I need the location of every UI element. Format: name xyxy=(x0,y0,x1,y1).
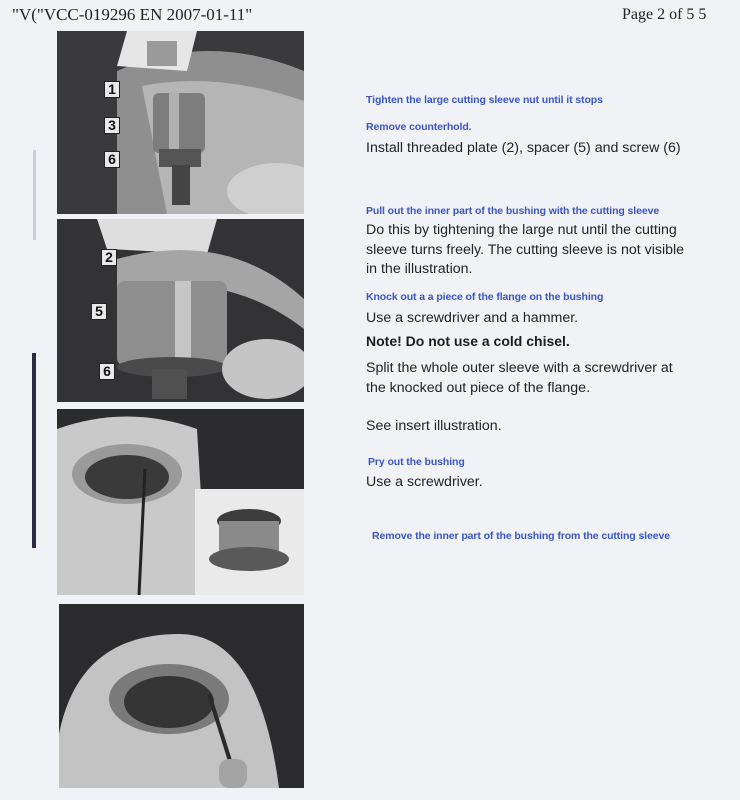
step-heading: Pry out the bushing xyxy=(368,456,465,468)
callout-6: 6 xyxy=(104,151,120,168)
step-body: Use a screwdriver. xyxy=(366,474,483,490)
bushing-tool-photo-icon xyxy=(57,31,304,214)
pry-out-bushing-photo-icon xyxy=(59,604,304,788)
page-number: Page 2 of 5 5 xyxy=(622,6,707,23)
page-header-doc-id: "V("VCC-019296 EN 2007-01-11" xyxy=(12,5,253,24)
callout-2: 2 xyxy=(101,249,117,266)
figure-4-photo xyxy=(59,604,304,788)
step-heading: Remove counterhold. xyxy=(366,121,472,133)
scan-mark xyxy=(33,150,36,240)
step-heading: Tighten the large cutting sleeve nut until it stops xyxy=(366,94,603,106)
step-body: Split the whole outer sleeve with a screwdriver at the knocked out piece of the flange. xyxy=(366,360,673,396)
bushing-split-photo-icon xyxy=(57,409,304,595)
step-heading: Knock out a a piece of the flange on the bushing xyxy=(366,291,604,303)
step-body: Use a screwdriver and a hammer. xyxy=(366,310,579,326)
step-body: Do this by tightening the large nut until the cutting sleeve turns freely. The cutting sleeve is not visible in the illustration. xyxy=(366,222,685,277)
step-heading: Remove the inner part of the bushing from the cutting sleeve xyxy=(372,530,670,542)
step-body: Install threaded plate (2), spacer (5) and screw (6) xyxy=(366,140,681,156)
figure-3-photo xyxy=(57,409,304,595)
callout-1: 1 xyxy=(104,81,120,98)
scan-mark xyxy=(32,353,36,548)
step-body: See insert illustration. xyxy=(366,418,502,434)
note-warning: Note! Do not use a cold chisel. xyxy=(366,333,570,349)
callout-6b: 6 xyxy=(99,363,115,380)
step-heading: Pull out the inner part of the bushing with the cutting sleeve xyxy=(366,205,660,217)
callout-5: 5 xyxy=(91,303,107,320)
callout-3: 3 xyxy=(104,117,120,134)
figure-1-photo xyxy=(57,31,304,214)
